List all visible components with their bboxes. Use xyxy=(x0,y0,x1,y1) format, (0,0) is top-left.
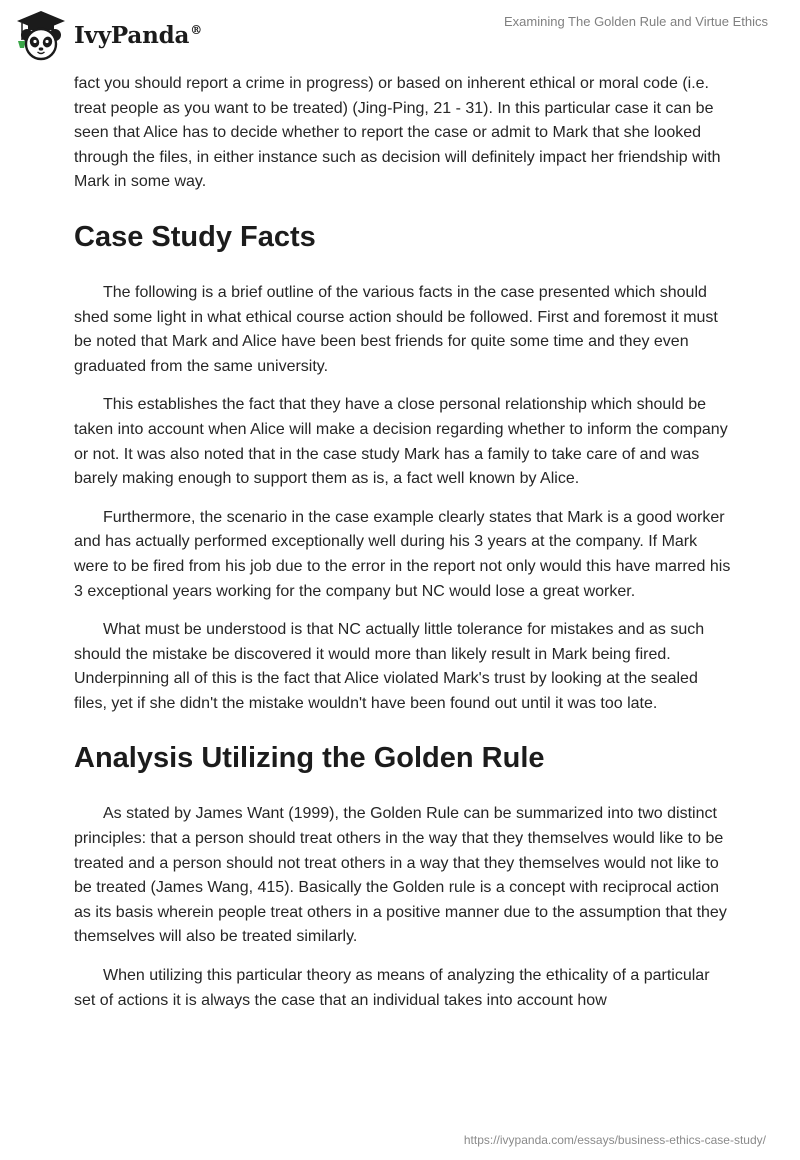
section-heading-case-study-facts: Case Study Facts xyxy=(74,220,316,253)
page-header xyxy=(0,0,800,70)
paragraph: The following is a brief outline of the various facts in the case presented which should shed some light in what ethical course action should be followed. First and foremost it must be noted that Mark and Alice have been best friends for quite some time and they even graduated from the same university. xyxy=(74,283,718,375)
paragraph: This establishes the fact that they have a close personal relationship which should be taken into account when Alice will make a decision regarding whether to inform the company or not. It was also noted that in the case study Mark has a family to take care of and was barely making enough to support them as is, a fact well known by Alice. xyxy=(74,396,728,488)
section-heading-golden-rule: Analysis Utilizing the Golden Rule xyxy=(74,742,545,775)
panda-graduate-icon xyxy=(14,8,68,62)
document-title: Examining The Golden Rule and Virtue Ethics xyxy=(503,14,768,29)
article-body xyxy=(74,72,734,1027)
paragraph: When utilizing this particular theory as means of analyzing the ethicality of a particular set of actions it is always the case that an individual takes into account how xyxy=(74,967,710,1009)
paragraph: fact you should report a crime in progress) or based on inherent ethical or moral code (i.e. treat people as you want to be treated) (Jing-Ping, 21 - 31). In this particular case it can be seen that Alice has to decide whether to report the case or admit to Mark that she looked through the files, in either instance such as decision will definitely impact her friendship with Mark in some way. xyxy=(74,75,721,191)
brand-logo[interactable] xyxy=(14,8,202,62)
paragraph: Furthermore, the scenario in the case example clearly states that Mark is a good worker and has actually performed exceptionally well during his 3 years at the company. If Mark were to be fired from his job due to the error in the report not only would this have marred his 3 exceptional years working for the company but NC would lose a great worker. xyxy=(74,508,731,600)
paragraph: What must be understood is that NC actually little tolerance for mistakes and as such should the mistake be discovered it would more than likely result in Mark being fired. Underpinning all of this is the fact that Alice violated Mark's trust by looking at the sealed files, yet if she didn't the mistake wouldn't have been found out until it was too late. xyxy=(74,621,705,712)
paragraph: As stated by James Want (1999), the Golden Rule can be summarized into two distinct principles: that a person should treat others in the way that they themselves would like to be treated and a person should not treat others in a way that they themselves would not like to be treated (James Wang, 415). Basically the Golden rule is a concept with reciprocal action as its basis wherein people treat others in a positive manner due to the assumption that they themselves will also be treated similarly. xyxy=(74,805,727,946)
source-url[interactable]: https://ivypanda.com/essays/business-ethics-case-study/ xyxy=(463,1133,766,1147)
brand-name: IvyPanda® xyxy=(74,21,202,49)
